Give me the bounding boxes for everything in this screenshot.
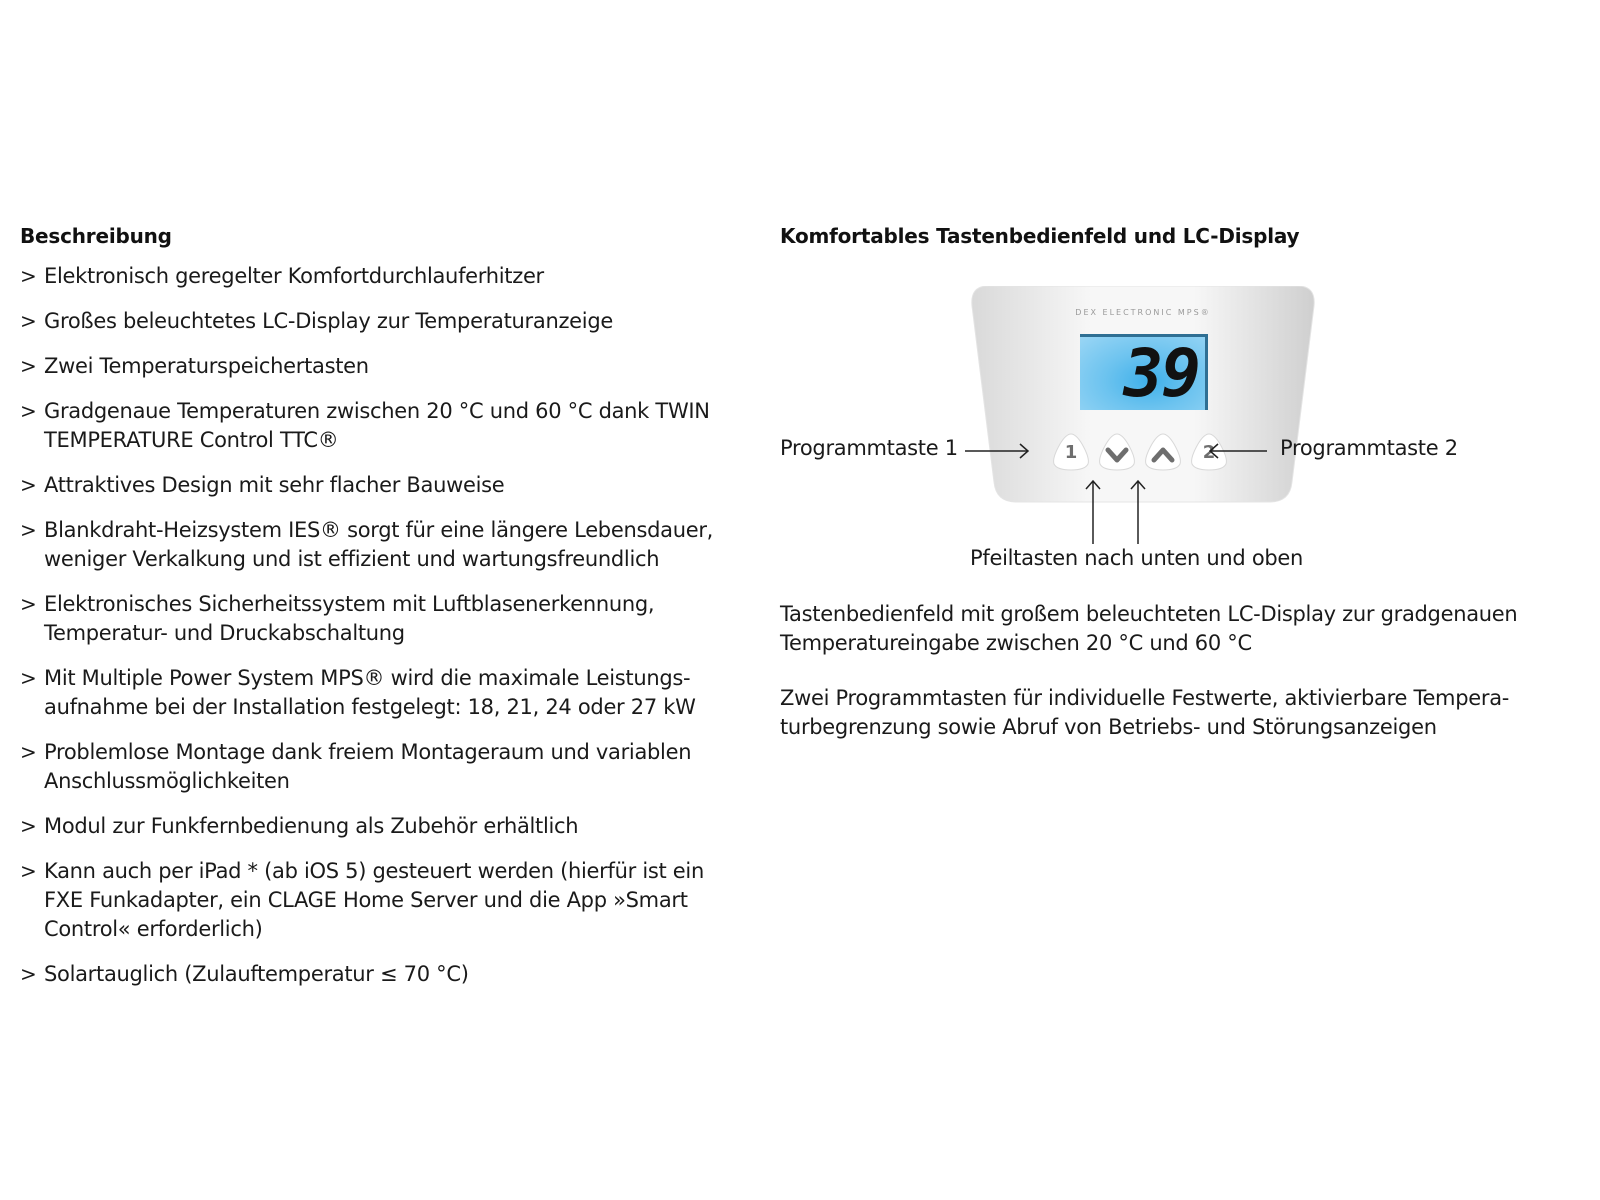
feature-text: Zwei Temperaturspeichertasten: [44, 354, 369, 378]
program-key-2[interactable]: 2: [1188, 432, 1230, 472]
feature-text: Elektronisches Sicherheitssystem mit Luftblasenerkennung, Temperatur- und Druckabschaltung: [44, 592, 655, 645]
feature-item: [20, 262, 720, 291]
brand-label: DEX ELECTRONIC MPS®: [1075, 308, 1211, 317]
feature-text: Blankdraht-Heizsystem IES® sorgt für eine längere Lebensdauer, weniger Verkalkung und ist effizient und wartungsfreundlich: [44, 518, 714, 571]
chevron-right-icon: >: [20, 859, 37, 883]
feature-item: [20, 471, 720, 500]
description-paragraph: Zwei Programmtasten für individuelle Festwerte, aktivierbare Tempera-turbegrenzung sowie Abruf von Betriebs- und Störungsanzeigen: [780, 686, 1510, 739]
feature-item: [20, 590, 720, 648]
arrow-up-key[interactable]: [1142, 432, 1184, 472]
chevron-up-icon: [1142, 432, 1184, 472]
feature-text: Solartauglich (Zulauftemperatur ≤ 70 °C): [44, 962, 469, 986]
feature-text: Modul zur Funkfernbedienung als Zubehör erhältlich: [44, 814, 579, 838]
description-paragraph: Tastenbedienfeld mit großem beleuchteten LC-Display zur gradgenauen Temperatureingabe zwischen 20 °C und 60 °C: [780, 602, 1518, 655]
temperature-readout: 39: [1123, 335, 1199, 412]
callout-program-key-1: Programmtaste 1: [780, 436, 958, 460]
feature-item: [20, 812, 720, 841]
control-panel-description: [780, 600, 1560, 742]
callout-arrow-keys: Pfeiltasten nach unten und oben: [970, 546, 1304, 570]
callout-program-key-2: Programmtaste 2: [1280, 436, 1458, 460]
feature-text: Gradgenaue Temperaturen zwischen 20 °C und 60 °C dank TWIN TEMPERATURE Control TTC®: [44, 399, 710, 452]
chevron-right-icon: >: [20, 666, 37, 690]
chevron-right-icon: >: [20, 814, 37, 838]
feature-item: [20, 857, 720, 944]
program-key-1[interactable]: 1: [1050, 432, 1092, 472]
feature-item: [20, 397, 720, 455]
chevron-right-icon: >: [20, 740, 37, 764]
feature-text: Attraktives Design mit sehr flacher Bauweise: [44, 473, 505, 497]
arrow-down-key[interactable]: [1096, 432, 1138, 472]
device-illustration: [780, 286, 1560, 606]
control-panel-device: [970, 286, 1316, 504]
description-column: [20, 224, 720, 1005]
chevron-right-icon: >: [20, 592, 37, 616]
control-panel-column: [780, 224, 1560, 768]
feature-text: Großes beleuchtetes LC-Display zur Temperaturanzeige: [44, 309, 613, 333]
chevron-right-icon: >: [20, 309, 37, 333]
feature-text: Problemlose Montage dank freiem Montageraum und variablen Anschlussmöglichkeiten: [44, 740, 692, 793]
feature-item: [20, 664, 720, 722]
chevron-right-icon: >: [20, 399, 37, 423]
feature-list: [20, 262, 720, 989]
feature-item: [20, 738, 720, 796]
feature-item: [20, 352, 720, 381]
chevron-right-icon: >: [20, 962, 37, 986]
chevron-down-icon: [1096, 432, 1138, 472]
chevron-right-icon: >: [20, 264, 37, 288]
control-panel-heading: Komfortables Tastenbedienfeld und LC-Display: [780, 224, 1300, 248]
feature-text: Mit Multiple Power System MPS® wird die maximale Leistungs-aufnahme bei der Installation festgelegt: 18, 21, 24 oder 27 kW: [44, 666, 696, 719]
feature-text: Kann auch per iPad * (ab iOS 5) gesteuert werden (hierfür ist ein FXE Funkadapter, ein CLAGE Home Server und die App »Smart Control« erforderlich): [44, 859, 704, 941]
feature-item: [20, 307, 720, 336]
lcd-display: [1080, 334, 1208, 410]
description-heading: Beschreibung: [20, 224, 172, 248]
feature-text: Elektronisch geregelter Komfortdurchlauferhitzer: [44, 264, 544, 288]
chevron-right-icon: >: [20, 518, 37, 542]
feature-item: [20, 960, 720, 989]
feature-item: [20, 516, 720, 574]
chevron-right-icon: >: [20, 354, 37, 378]
chevron-right-icon: >: [20, 473, 37, 497]
